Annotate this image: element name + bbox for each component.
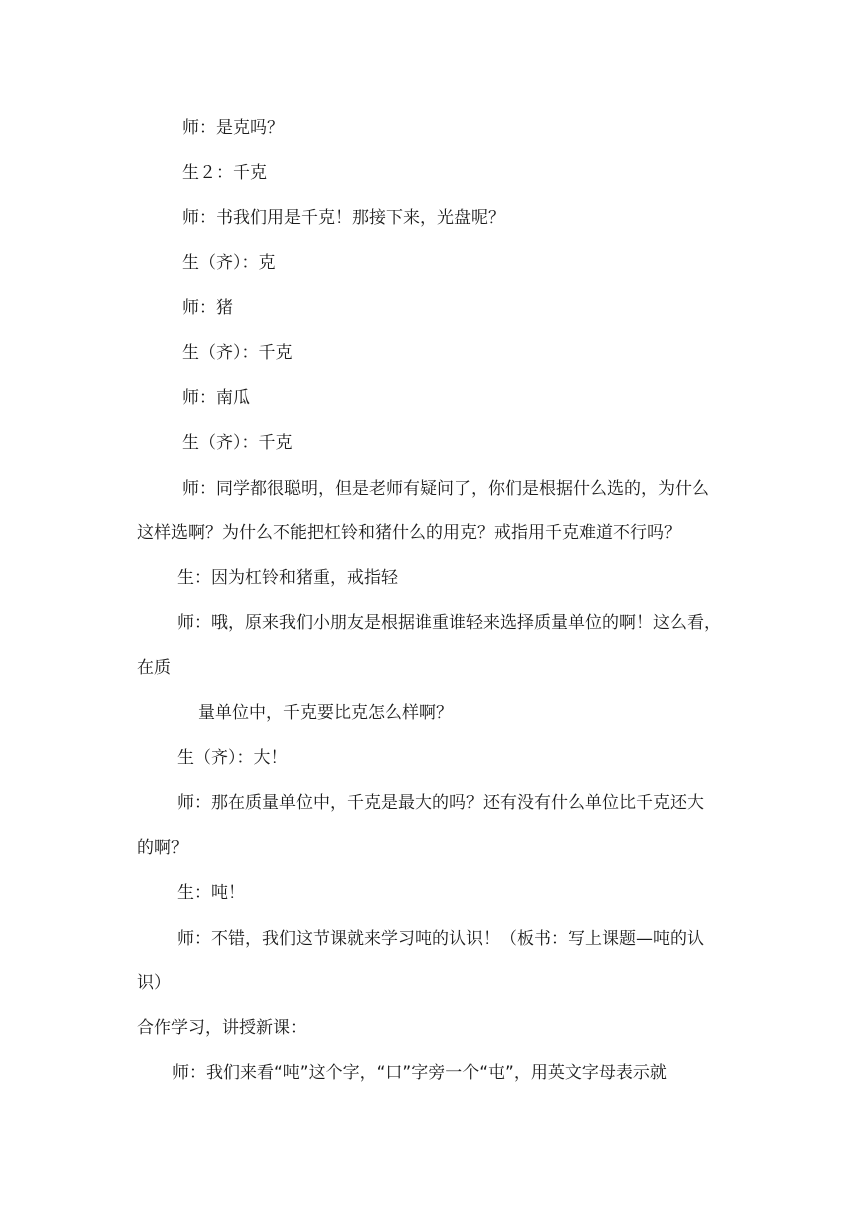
text-line: 师：哦，原来我们小朋友是根据谁重谁轻来选择质量单位的啊！这么看， [177, 613, 721, 633]
text-line: 师：不错，我们这节课就来学习吨的认识！（板书：写上课题—吨的认 [177, 929, 704, 949]
text-line: 量单位中，千克要比克怎么样啊？ [198, 703, 453, 723]
text-line: 师：我们来看“吨”这个字，“口”字旁一个“屯”，用英文字母表示就 [172, 1063, 667, 1083]
text-line: 生：吨！ [177, 883, 245, 903]
text-line: 这样选啊？为什么不能把杠铃和猪什么的用克？戒指用千克难道不行吗？ [137, 523, 681, 543]
text-line: 生（齐）：大！ [177, 748, 288, 768]
text-line: 生：因为杠铃和猪重，戒指轻 [177, 568, 398, 588]
text-line: 师：是克吗？ [182, 118, 284, 138]
text-line: 在质 [137, 658, 171, 678]
text-line: 生（齐）：克 [182, 253, 276, 273]
text-line: 师：同学都很聪明，但是老师有疑问了，你们是根据什么选的，为什么 [182, 479, 709, 499]
text-line: 师：那在质量单位中，千克是最大的吗？还有没有什么单位比千克还大 [177, 793, 704, 813]
text-line: 识） [137, 973, 171, 993]
text-line: 的啊？ [137, 838, 188, 858]
text-line: 师：猪 [182, 298, 233, 318]
text-line: 生２：千克 [182, 163, 267, 183]
text-line: 师：书我们用是千克！那接下来，光盘呢？ [182, 208, 505, 228]
text-line: 生（齐）：千克 [182, 343, 293, 363]
text-line: 生（齐）：千克 [182, 433, 293, 453]
text-line: 合作学习，讲授新课： [137, 1018, 307, 1038]
text-line: 师：南瓜 [182, 388, 250, 408]
